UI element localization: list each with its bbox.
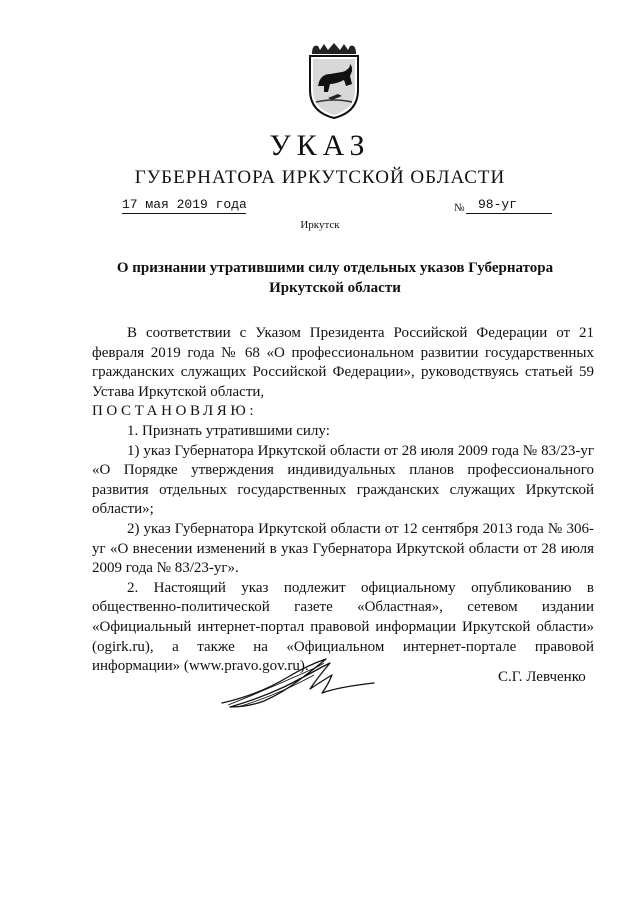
number-prefix: №: [454, 202, 465, 214]
body-paragraph: 1. Признать утратившими силу:: [127, 422, 330, 439]
body-paragraph: 2. Настоящий указ подлежит официальному опубликованию в общественно-политической газете «Областная», сетевом издании «Официальный интернет-портал правовой информации Иркутской области» (ogirk.ru), а также на «Официальном интернет-портале правовой информации» (www.pravo.gov.ru).: [92, 579, 594, 675]
document-city: Иркутск: [300, 219, 340, 231]
document-title: УКАЗ: [269, 129, 371, 162]
document-heading: О признании утратившими силу отдельных указов Губернатора Иркутской области: [116, 260, 554, 296]
document-subtitle: ГУБЕРНАТОРА ИРКУТСКОЙ ОБЛАСТИ: [134, 167, 506, 188]
coat-of-arms-icon: [302, 40, 366, 120]
decree-keyword: ПОСТАНОВЛЯЮ:: [92, 403, 258, 420]
body-paragraph: 2) указ Губернатора Иркутской области от 12 сентября 2013 года № 306-уг «О внесении изменений в указ Губернатора Иркутской области от 28 июля 2009 года № 83/23-уг».: [92, 520, 594, 577]
document-number: 98-уг: [466, 197, 552, 214]
document-body: [92, 324, 594, 677]
signer-name: С.Г. Левченко: [498, 669, 586, 685]
document-date: 17 мая 2019 года: [122, 197, 247, 212]
body-paragraph: 1) указ Губернатора Иркутской области от 28 июля 2009 года № 83/23-уг «О Порядке утверждения индивидуальных планов профессионального развития отдельных государственных гражданских служащих Иркутской области»;: [92, 442, 594, 518]
body-paragraph: В соответствии с Указом Президента Российской Федерации от 21 февраля 2019 года № 68 «О профессиональном развитии государственных гражданских служащих Российской Федерации», руководствуясь статьей 59 Устава Иркутской области,: [92, 325, 594, 400]
signature-icon: [218, 655, 378, 711]
